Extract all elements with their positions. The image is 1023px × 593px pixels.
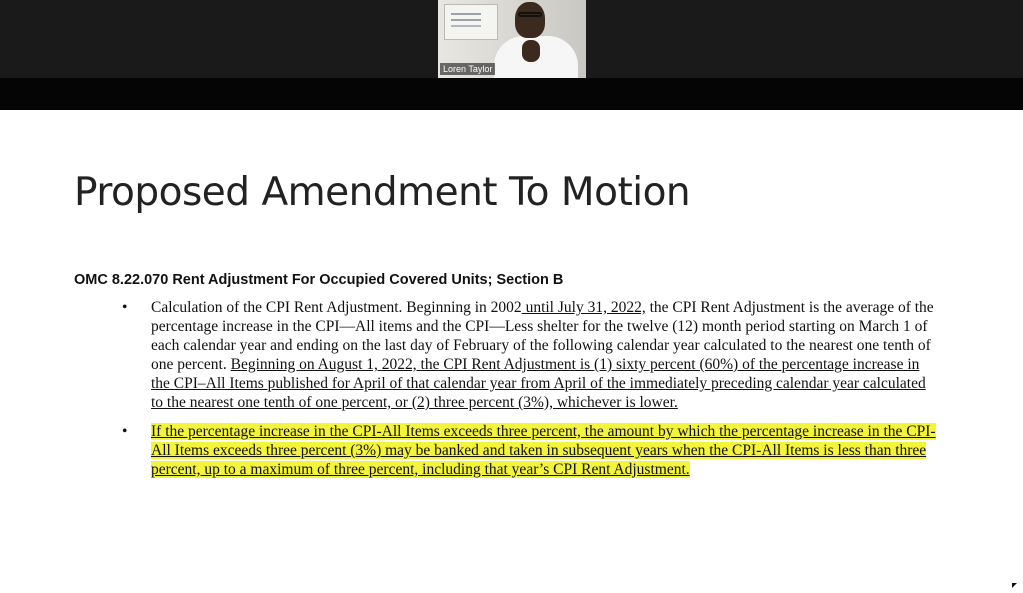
bullet-item-banking — [120, 422, 951, 479]
screen-share-top-border — [0, 78, 1023, 110]
participant-name-label: Loren Taylor — [440, 63, 495, 75]
video-strip — [0, 0, 1023, 78]
bullet-list — [120, 298, 951, 479]
bullet-dot: • — [122, 423, 128, 440]
bullet-text: Calculation of the CPI Rent Adjustment. Beginning in 2002 — [151, 299, 522, 316]
participant-head — [515, 2, 545, 38]
slide-title: Proposed Amendment To Motion — [74, 170, 691, 215]
highlighted-amendment-text: If the percentage increase in the CPI-All Items exceeds three percent, the amount by which the percentage increase in the CPI-All Items exceeds three percent (3%) may be banked and taken in subsequent years when the CPI-All Items is less than three percent, up to a maximum of three percent, including that year’s CPI Rent Adjustment. — [151, 423, 936, 478]
section-heading: OMC 8.22.070 Rent Adjustment For Occupied Covered Units; Section B — [74, 272, 564, 288]
participant-glasses — [518, 12, 542, 17]
amended-text: until July 31, 2022, — [521, 299, 646, 316]
bullet-text-continued: the CPI Rent Adjustment is the average of the percentage increase in the CPI—All items and the CPI—Less shelter for the twelve (12) month period starting on March 1 of each calendar year and ending on the last day of February of the following calendar year calculated to the nearest one tenth of one percent. — [151, 299, 934, 373]
bullet-dot: • — [122, 299, 128, 316]
amended-text-new-sentence: Beginning on August 1, 2022, the CPI Rent Adjustment is (1) sixty percent (60%) of the percentage increase in the CPI–All Items published for April of that calendar year from April of the immediately preceding calendar year calculated to the nearest one tenth of one percent, or (2) three percent (3%), whichever is lower. — [151, 356, 926, 411]
whiteboard-background — [444, 4, 498, 40]
mouse-pointer-icon — [1012, 583, 1017, 588]
participant-video-tile[interactable] — [438, 0, 586, 78]
bullet-item-cpi-calculation — [120, 298, 941, 412]
participant-hand — [522, 40, 540, 62]
